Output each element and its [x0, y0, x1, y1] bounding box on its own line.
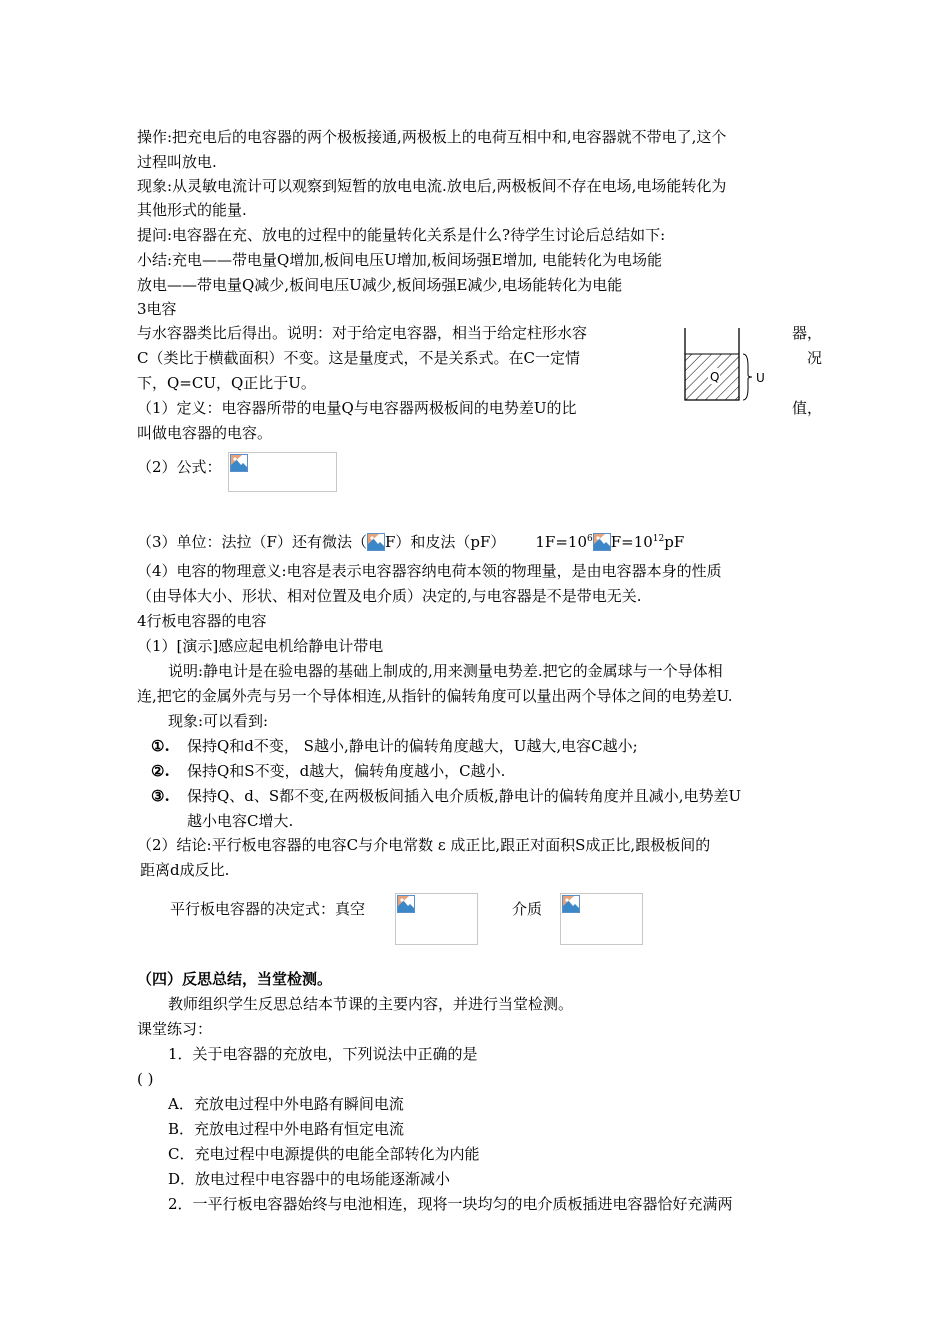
option: A．充放电过程中外电路有瞬间电流 [168, 1095, 404, 1113]
text-line: 课堂练习： [137, 1020, 213, 1038]
text-line: 放电——带电量Q减少,板间电压U减少,板间场强E减少,电场能转化为电能 [137, 276, 623, 294]
water-container-figure [680, 326, 780, 402]
section-heading: 4行板电容器的电容 [137, 612, 267, 630]
text-line: 距离d成反比. [140, 861, 230, 879]
text-line: （2）结论:平行板电容器的电容C与介电常数 ε 成正比,跟正对面积S成正比,跟极板间的 [137, 836, 711, 854]
text-line: （由导体大小、形状、相对位置及电介质）决定的,与电容器是不是带电无关. [137, 587, 642, 605]
broken-image-icon [230, 454, 248, 472]
text-line: 说明:静电计是在验电器的基础上制成的,用来测量电势差.把它的金属球与一个导体相 [168, 662, 723, 680]
q-label: Q [710, 370, 720, 384]
text-span: 况 [806, 349, 822, 367]
vacuum-formula-placeholder [395, 893, 478, 945]
text-line: 叫做电容器的电容。 [137, 424, 273, 442]
broken-image-icon [367, 533, 385, 551]
list-number: ①. [151, 737, 170, 755]
question: 2．一平行板电容器始终与电池相连，现将一块均匀的电介质板插进电容器恰好充满两 [168, 1195, 733, 1213]
question: 1．关于电容器的充放电，下列说法中正确的是 [168, 1045, 478, 1063]
text-span: F=10 [610, 533, 653, 551]
list-item [151, 735, 638, 757]
answer-blank: ( ) [137, 1070, 154, 1088]
text-span: C（类比于横截面积）不变。这是量度式，不是关系式。在C一定情 [137, 349, 580, 367]
text-line: 下，Q=CU，Q正比于U。 [137, 374, 316, 392]
list-number: ②. [151, 762, 170, 780]
text-span: pF [664, 533, 685, 551]
text-line: 操作:把充电后的电容器的两个极板接通,两极板上的电荷互相中和,电容器就不带电了,这个 [137, 128, 727, 146]
text-span: 保持Q和d不变， S越小,静电计的偏转角度越大，U越大,电容C越小; [187, 737, 638, 755]
text-span: 1F=10 [535, 533, 587, 551]
text-line: 连,把它的金属外壳与另一个导体相连,从指针的偏转角度可以量出两个导体之间的电势差U. [137, 687, 733, 705]
text-line: 现象:从灵敏电流计可以观察到短暂的放电电流.放电后,两极板间不存在电场,电场能转化为 [137, 177, 727, 195]
text-line: 教师组织学生反思总结本节课的主要内容，并进行当堂检测。 [168, 995, 574, 1013]
text-line: （2）公式： [137, 458, 222, 476]
list-item [151, 760, 505, 782]
section-heading: （四）反思总结，当堂检测。 [137, 970, 333, 988]
text-span: 值， [791, 399, 822, 417]
dielectric-formula-placeholder [560, 893, 643, 945]
text-line: （1）[演示]感应起电机给静电计带电 [137, 637, 384, 655]
text-span: 保持Q、d、S都不变,在两极板间插入电介质板,静电计的偏转角度并且减小,电势差U [187, 787, 742, 805]
text-line: 现象:可以看到: [168, 712, 269, 730]
broken-image-icon [397, 895, 415, 913]
text-span: （1）定义：电容器所带的电量Q与电容器两极板间的电势差U的比 [137, 399, 577, 417]
text-span: （3）单位：法拉（F）还有微法（ [137, 533, 367, 551]
text-line: 平行板电容器的决定式：真空 [170, 900, 366, 918]
text-line: 越小电容C增大. [187, 812, 294, 830]
text-line: （4）电容的物理意义:电容是表示电容器容纳电荷本领的物理量，是由电容器本身的性质 [137, 562, 722, 580]
broken-image-icon [593, 533, 611, 551]
text-span: F）和皮法（pF） [384, 533, 506, 551]
exponent: 6 [586, 534, 593, 544]
option: D．放电过程中电容器中的电场能逐渐减小 [168, 1170, 451, 1188]
u-label: U [756, 371, 765, 385]
option: C．充电过程中电源提供的电能全部转化为内能 [168, 1145, 480, 1163]
text-line: 介质 [512, 900, 543, 918]
section-heading: 3电容 [137, 300, 177, 318]
broken-image-icon [562, 895, 580, 913]
list-item [151, 785, 741, 807]
list-number: ③. [151, 787, 170, 805]
text-span: 器， [791, 324, 822, 342]
text-line: 其他形式的能量. [137, 201, 247, 219]
exponent: 12 [652, 534, 665, 544]
formula-image-placeholder [228, 452, 337, 492]
text-span: 保持Q和S不变，d越大，偏转角度越小，C越小. [187, 762, 506, 780]
option: B．充放电过程中外电路有恒定电流 [168, 1120, 405, 1138]
text-span: 与水容器类比后得出。说明：对于给定电容器，相当于给定柱形水容 [137, 324, 588, 342]
text-line [137, 531, 684, 553]
text-line: 过程叫放电. [137, 153, 217, 171]
text-line: 小结:充电——带电量Q增加,板间电压U增加,板间场强E增加, 电能转化为电场能 [137, 251, 663, 269]
text-line: 提问:电容器在充、放电的过程中的能量转化关系是什么?待学生讨论后总结如下: [137, 226, 666, 244]
